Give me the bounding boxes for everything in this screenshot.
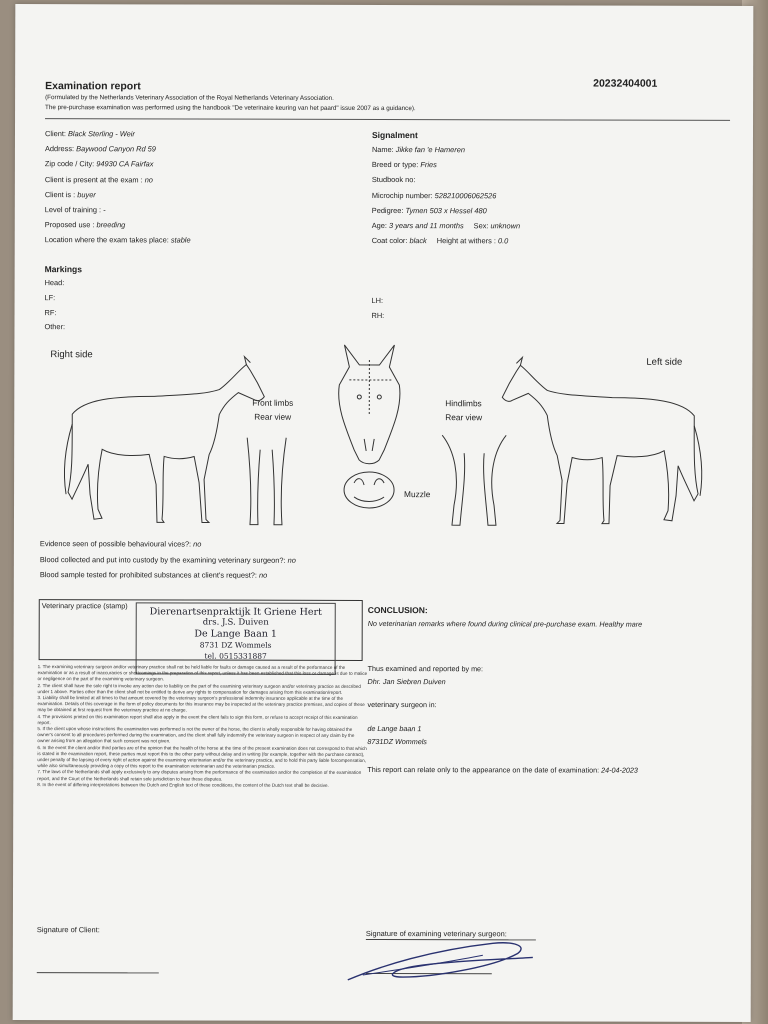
row-label: Address: (44, 144, 77, 154)
row-value: no (144, 174, 153, 184)
question-vices (40, 539, 202, 548)
row-value: buyer (77, 189, 96, 199)
row-label: Age: (371, 220, 390, 230)
handwritten-signature (343, 935, 553, 986)
hindlimbs-label: Hindlimbs (445, 398, 482, 409)
term-item: 6. In the event the client and/or third parties are of the opinion that the health of the horse at the time of the present examination does not correspond to that which is stated in the examination report, these parties must report this to the other party without delay and in writing (for example, together with the purchase contract), under penalty of the lapsing of every right of action against the examining veterinarian and/or the veterinary practice, and to hold this party liable forcompensation, while also simultaneously providing a copy of this report to the examination veterinarian and the veterinarian practice. (37, 744, 367, 769)
stamp-line: drs. J.S. Duiven (202, 617, 269, 628)
row-label: Studbook no: (371, 175, 416, 185)
horse-head-icon (338, 345, 400, 464)
row-value: Tymen 503 x Hessel 480 (405, 205, 487, 216)
report-title: Examination report (45, 80, 141, 93)
markings-lf: LF: (44, 293, 56, 303)
row-value: breeding (96, 220, 126, 230)
vet-signature-label: Signature of examining veterinary surgeon: (365, 928, 507, 939)
term-item: 8. In the event of differing interpretations between the Dutch and English text of these conditions, the content of the Dutch text shall be decisive. (37, 781, 329, 788)
conclusion-heading: CONCLUSION: (367, 604, 428, 616)
question-blood-tested (40, 570, 267, 580)
row-value: Baywood Canyon Rd 59 (76, 144, 156, 154)
row-value: unknown (490, 221, 521, 231)
signalment-heading: Signalment (371, 129, 418, 141)
row-label: Proposed use : (44, 220, 97, 230)
front-limbs-icon (247, 438, 286, 525)
term-item: 7. The laws of the Netherlands shall apply exclusively to any disputes arising from the performance of the examination and/or the completion of the examination report, and the Court of the Netherlands shall retain sole jurisdiction to hear these disputes. (37, 769, 362, 782)
row-label: Level of training : (44, 205, 104, 215)
right-side-label: Right side (50, 349, 93, 361)
row-label: Breed or type: (371, 160, 421, 170)
client-signature-label: Signature of Client: (36, 925, 100, 935)
horse-right-side-icon (64, 356, 264, 523)
stamp-line: 8731 DZ Wommels (199, 640, 272, 650)
markings-lh: LH: (371, 295, 384, 305)
term-item: 4. The provisions printed on this examination report shall also apply in the event the client fails to sign this form, or refuse to accept receipt of this examination report. (37, 713, 358, 725)
row-value: 528210006062526 (434, 190, 497, 200)
markings-rh: RH: (371, 310, 385, 321)
report-number: 20232404001 (593, 77, 658, 90)
row-label: Client is : (44, 189, 78, 199)
report-sheet (13, 4, 754, 1022)
horse-diagram (14, 4, 753, 566)
row-value: Fries (420, 160, 437, 170)
row-value: Black Sterling - Weir (67, 129, 135, 139)
subtitle-line: (Formulated by the Netherlands Veterinary Association of the Royal Netherlands Veterinary Association. (45, 94, 334, 102)
row-value: 94930 CA Fairfax (96, 159, 154, 169)
row-label: Name: (371, 144, 396, 155)
exam-date-label: This report can relate only to the appearance on the date of examination: (367, 764, 602, 775)
markings-head: Head: (44, 278, 65, 288)
row-value: - (103, 205, 106, 215)
stamp-line: Dierenartsenpraktijk It Griene Hert (149, 606, 322, 618)
row-value: black (409, 236, 427, 246)
markings-other: Other: (44, 322, 66, 332)
row-label: Pedigree: (371, 205, 406, 215)
term-item: 2. The client shall have the sole right to invoke any action due to liability on the part of the examining veterinary surgeon and/or veterinary practice as described under 1 above. Parties other than the client shall not be entitled to derive any rights to compensation for damages arising from this examination/report. (37, 682, 362, 695)
row-value: Jikke fan 'e Hameren (395, 145, 465, 155)
question-label: Blood collected and put into custody by the examining veterinary surgeon?: (39, 555, 288, 565)
question-label: Evidence seen of possible behavioural vices?: (39, 539, 194, 549)
client-signature-line (37, 972, 159, 973)
vet-address-line2: 8731DZ Wommels (367, 736, 427, 747)
left-side-label: Left side (646, 356, 683, 368)
muzzle-label: Muzzle (404, 489, 431, 500)
vet-address-line1: de Lange baan 1 (367, 723, 422, 734)
exam-date: 24-04-2023 (601, 765, 638, 775)
stamp-line: De Lange Baan 1 (194, 628, 277, 640)
row-label: Client is present at the exam : (44, 174, 145, 184)
front-rear-view-label: Rear view (254, 411, 292, 422)
term-item: 1. The examining veterinary surgeon and/or veterinary practice shall not be held liable for faults or damage caused as a result of the performance of the examination or as a result of inaccuracies or shortcomings in the preparation of this report, unless it has been established that this loss or damage is due to malice or negligence on the part of the examining veterinary surgeon. (37, 664, 368, 682)
term-item: 3. Liability shall be limited at all times to that amount covered by the veterinary surgeon's professional indemnity insurance applicable at the time of the examination. Details of this coverage in the form of policy documents for this insurance may be inspected at the veterinary practice premises, and copies of these may be obtained at first request from the veterinary practice at no charge. (37, 695, 365, 713)
muzzle-icon (344, 472, 394, 508)
row-label: Client: (44, 129, 69, 139)
row-label: Microchip number: (371, 190, 435, 200)
row-value: 0.0 (497, 236, 509, 246)
markings-heading: Markings (44, 264, 82, 275)
question-value: no (193, 539, 202, 549)
question-value: no (287, 555, 296, 565)
question-blood-custody (40, 555, 296, 565)
stamp-line: tel. 0515331887 (204, 651, 267, 661)
horse-left-side-icon (502, 357, 702, 524)
reported-by-name: Dhr. Jan Siebren Duiven (367, 676, 446, 687)
exam-date-line (367, 765, 638, 775)
vet-practice-label: Veterinary practice (stamp) (41, 601, 128, 611)
row-label: Zip code / City: (44, 159, 97, 169)
surgeon-in-label: veterinary surgeon in: (367, 699, 437, 710)
row-label: Coat color: (371, 236, 410, 246)
front-limbs-label: Front limbs (252, 397, 294, 408)
question-value: no (258, 570, 268, 580)
term-item: 5. If the client upon whose instructions the examination was performed is not the owner of the horse, the client is wholly responsible for having obtained the owner's consent to all procedures performed during the examination, and the client shall fully indemnify the veterinary surgeon in respect of any claim by the owner arising from an allegation that such consent was not given. (37, 726, 355, 744)
row-label: Location where the exam takes place: (44, 235, 171, 245)
reported-by-label: Thus examined and reported by me: (367, 663, 484, 674)
markings-rf: RF: (44, 308, 57, 318)
terms-conditions (37, 664, 367, 789)
row-label: Sex: (473, 221, 491, 231)
subtitle-line: The pre-purchase examination was performed using the handbook "De veterinaire keuring van het paard" issue 2007 as a guidance). (45, 104, 416, 113)
row-label: Height at withers : (436, 236, 499, 246)
hind-rear-view-label: Rear view (445, 412, 483, 423)
row-value: stable (170, 235, 191, 245)
question-label: Blood sample tested for prohibited substances at client's request?: (39, 570, 260, 580)
row-value: 3 years and 11 months (389, 220, 464, 231)
hindlimbs-icon (442, 435, 506, 525)
conclusion-text: No veterinarian remarks where found during clinical pre-purchase exam. Healthy mare (367, 618, 643, 629)
